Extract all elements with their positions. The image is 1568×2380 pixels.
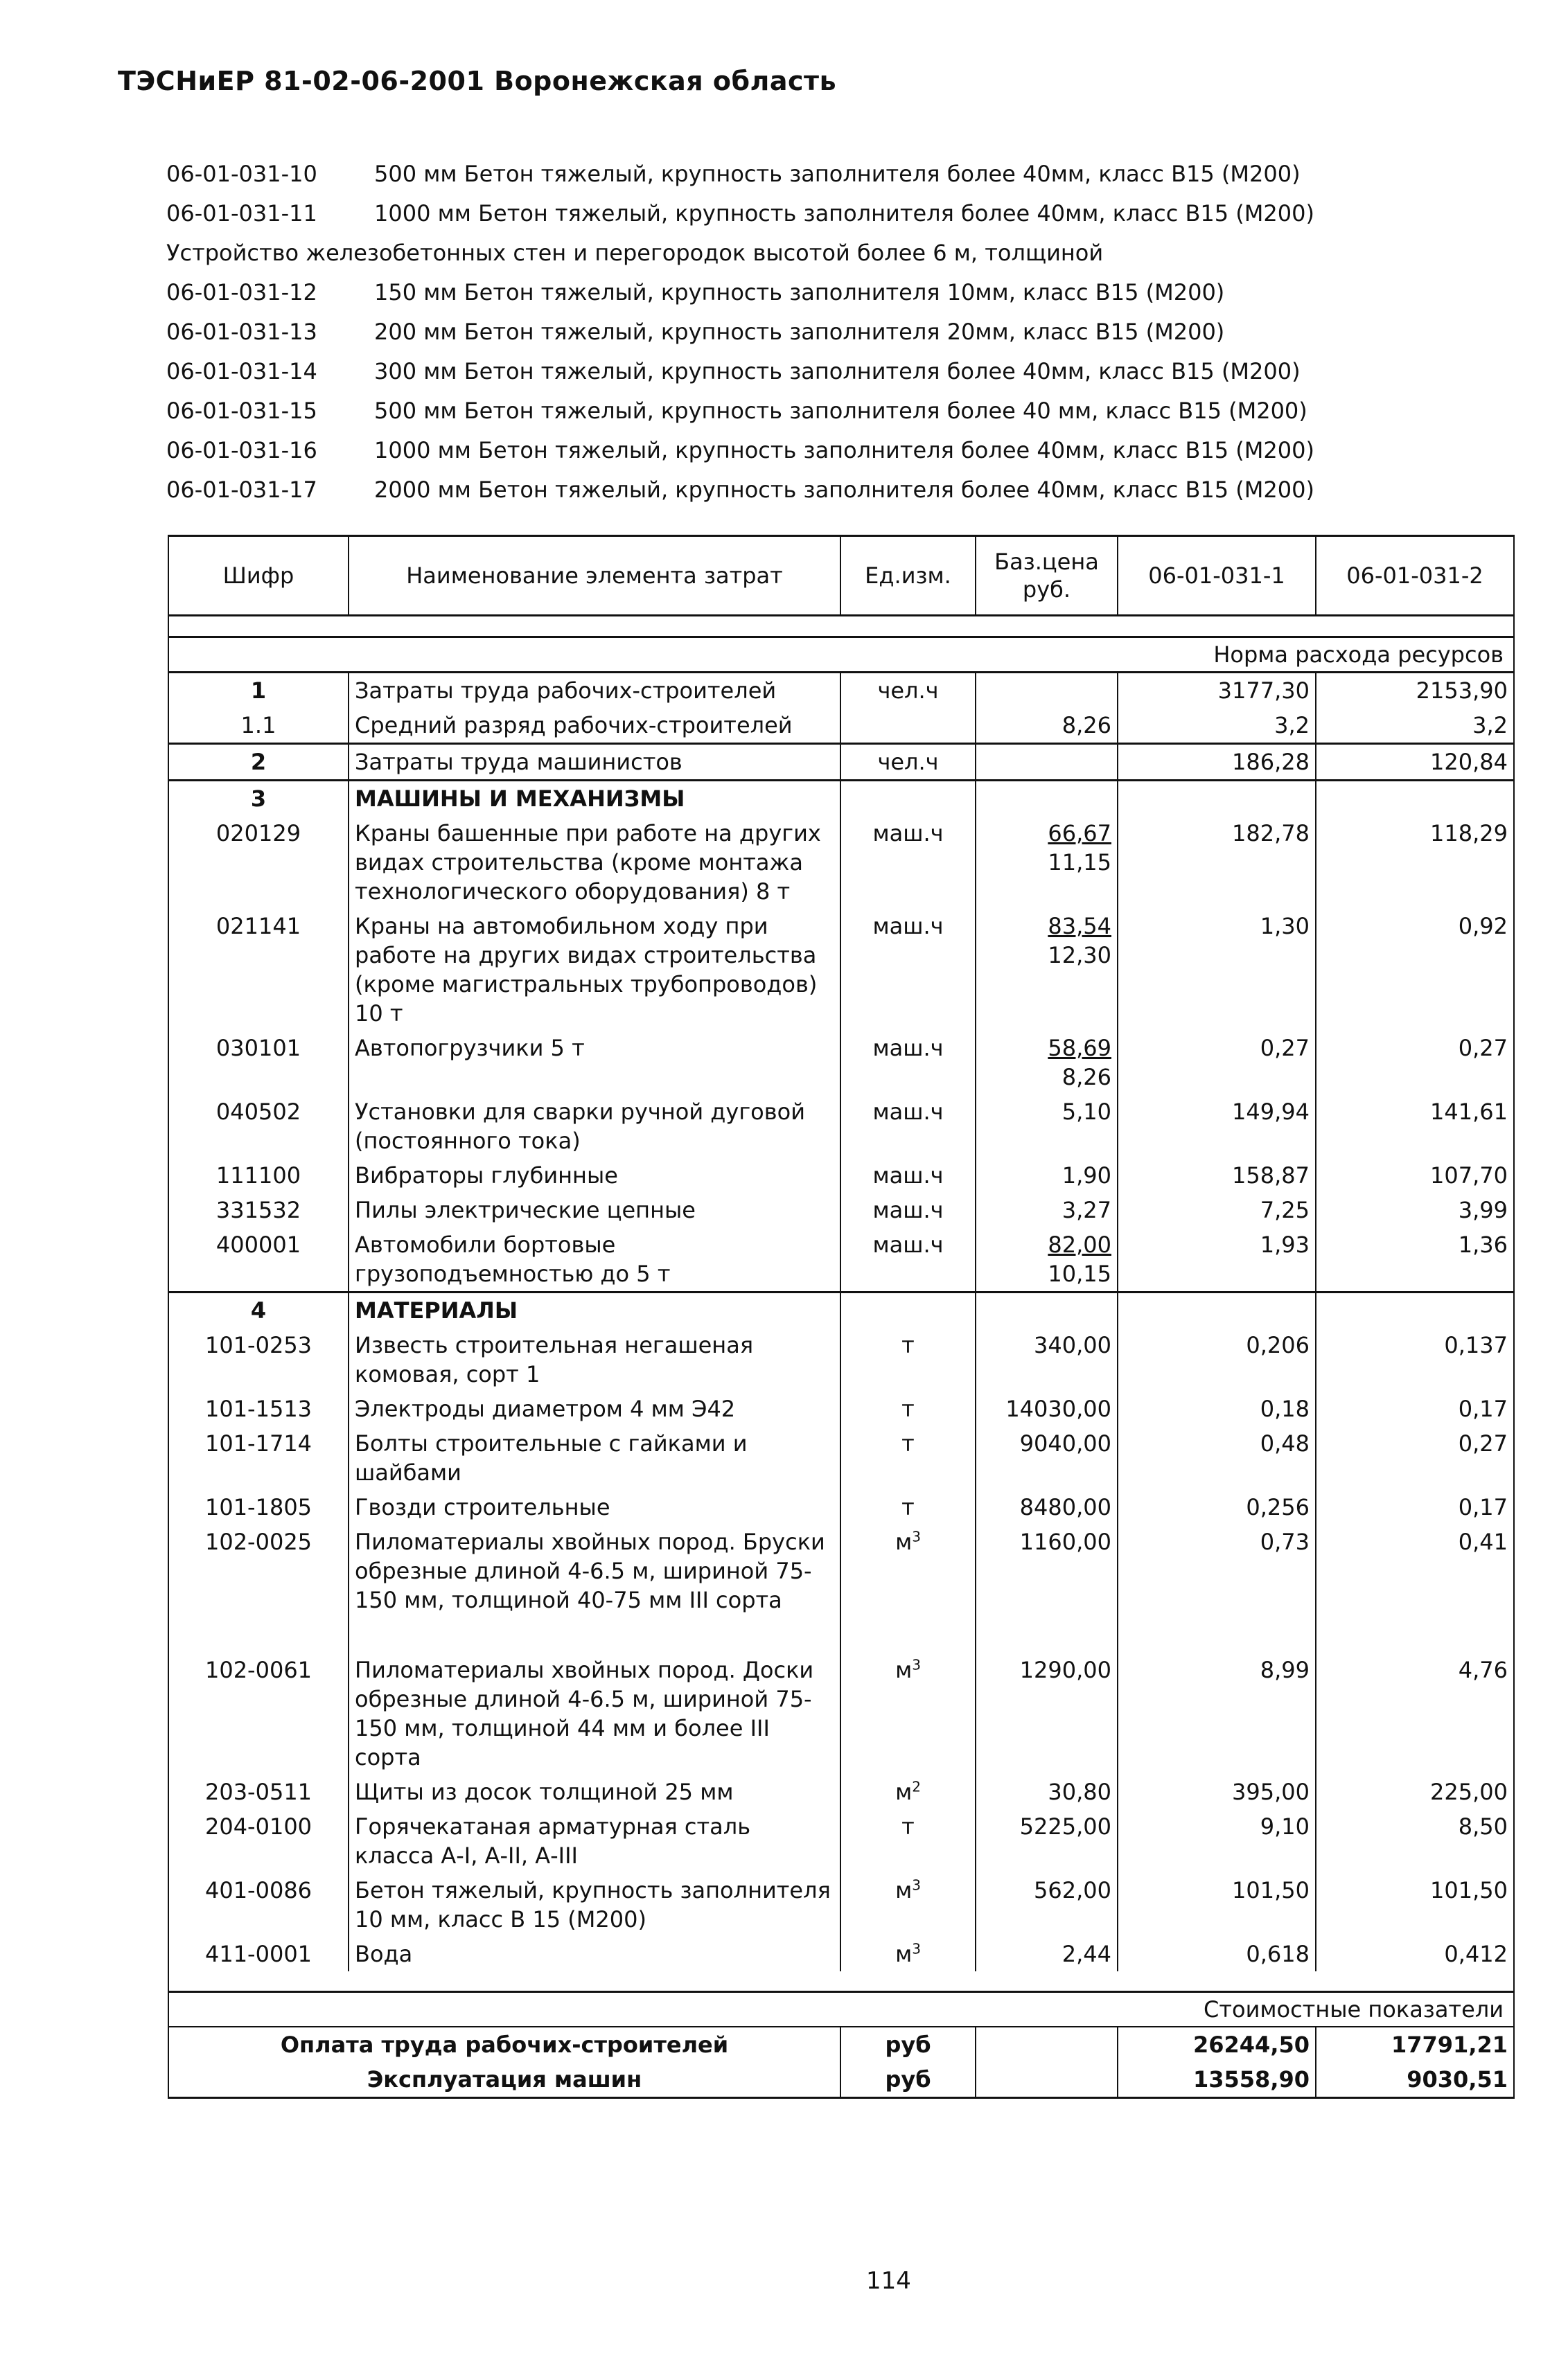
- cell-unit: [840, 1328, 976, 1392]
- totals-value-2: 9030,51: [1316, 2062, 1514, 2098]
- list-item: [166, 358, 1413, 398]
- cell-code: 2: [168, 744, 349, 781]
- unit-exponent: 3: [912, 1940, 921, 1957]
- cell-name: Известь строительная негашеная комовая, сорт 1: [349, 1328, 840, 1392]
- cell-code: 401-0086: [168, 1873, 349, 1937]
- cost-caption-row: [168, 1992, 1514, 2027]
- unit-text: м: [895, 1657, 913, 1683]
- cell-norm-1: 0,73: [1118, 1525, 1316, 1653]
- table-row: [168, 1525, 1514, 1653]
- cell-norm-2: 225,00: [1316, 1775, 1514, 1809]
- cell-unit: [840, 1094, 976, 1158]
- cell-name: МАШИНЫ И МЕХАНИЗМЫ: [349, 781, 840, 817]
- cell-name: Средний разряд рабочих-строителей: [349, 708, 840, 744]
- price-value: 1,90: [1062, 1162, 1111, 1189]
- unit-text: чел.ч: [877, 749, 939, 775]
- code-number: 06-01-031-13: [166, 319, 317, 345]
- unit-text: чел.ч: [877, 677, 939, 704]
- totals-unit: руб: [840, 2062, 976, 2098]
- cell-norm-2: 2153,90: [1316, 673, 1514, 709]
- cell-name: МАТЕРИАЛЫ: [349, 1293, 840, 1329]
- table-spacer: [168, 616, 1514, 637]
- totals-value-1: 13558,90: [1118, 2062, 1316, 2098]
- cell-norm-1: 8,99: [1118, 1653, 1316, 1775]
- totals-row: [168, 2062, 1514, 2098]
- unit-text: м: [895, 1941, 913, 1967]
- cell-code: 411-0001: [168, 1937, 349, 1971]
- cell-price: [976, 1937, 1118, 1971]
- cell-code: 331532: [168, 1193, 349, 1227]
- unit-text: м: [895, 1529, 913, 1555]
- price-value: 2,44: [1062, 1941, 1111, 1967]
- cell-norm-2: 118,29: [1316, 816, 1514, 909]
- totals-value-2: 17791,21: [1316, 2027, 1514, 2062]
- cell-unit: [840, 1426, 976, 1490]
- cell-norm-2: 3,99: [1316, 1193, 1514, 1227]
- cell-code: 3: [168, 781, 349, 817]
- cell-unit: [840, 673, 976, 709]
- code-description: 2000 мм Бетон тяжелый, крупность заполнителя более 40мм, класс B15 (M200): [374, 477, 1314, 503]
- table-row: [168, 744, 1514, 781]
- cell-code: 400001: [168, 1227, 349, 1293]
- cell-norm-2: 141,61: [1316, 1094, 1514, 1158]
- cell-code: 101-0253: [168, 1328, 349, 1392]
- cell-price: [976, 1293, 1118, 1329]
- column-header-code: Шифр: [168, 536, 349, 616]
- cell-price: [976, 673, 1118, 709]
- table-header-row: [168, 536, 1514, 616]
- cell-norm-1: 1,93: [1118, 1227, 1316, 1293]
- cell-unit: [840, 1873, 976, 1937]
- cell-norm-2: 120,84: [1316, 744, 1514, 781]
- table-row: [168, 1293, 1514, 1329]
- cell-price: [976, 1392, 1118, 1426]
- machinist-wage-value: 12,30: [1048, 942, 1111, 968]
- cell-norm-2: 101,50: [1316, 1873, 1514, 1937]
- cell-norm-1: 3177,30: [1118, 673, 1316, 709]
- cell-code: 203-0511: [168, 1775, 349, 1809]
- cell-unit: [840, 816, 976, 909]
- list-item: [166, 477, 1413, 516]
- column-header-price: Баз.цена руб.: [976, 536, 1118, 616]
- code-description: 500 мм Бетон тяжелый, крупность заполнителя более 40 мм, класс B15 (M200): [374, 398, 1307, 424]
- unit-text: маш.ч: [872, 1197, 944, 1223]
- code-description: 1000 мм Бетон тяжелый, крупность заполнителя более 40мм, класс B15 (M200): [374, 200, 1314, 227]
- code-description: 200 мм Бетон тяжелый, крупность заполнителя 20мм, класс B15 (M200): [374, 319, 1225, 345]
- list-item: [166, 161, 1413, 200]
- cell-name: Затраты труда рабочих-строителей: [349, 673, 840, 709]
- cell-name: Гвозди строительные: [349, 1490, 840, 1525]
- price-value: 1160,00: [1019, 1529, 1111, 1555]
- cell-code: 102-0025: [168, 1525, 349, 1653]
- unit-text: маш.ч: [872, 1035, 944, 1061]
- cell-code: 1.1: [168, 708, 349, 744]
- price-value: 8,26: [1062, 712, 1111, 738]
- table-row: [168, 1809, 1514, 1873]
- cell-norm-2: 0,412: [1316, 1937, 1514, 1971]
- code-number: 06-01-031-15: [166, 398, 317, 424]
- price-value: 9040,00: [1019, 1430, 1111, 1457]
- resource-norms-table: [168, 535, 1515, 2099]
- price-value: 5,10: [1062, 1099, 1111, 1125]
- cell-norm-1: 0,618: [1118, 1937, 1316, 1971]
- cell-norm-1: 186,28: [1118, 744, 1316, 781]
- code-number: 06-01-031-12: [166, 279, 317, 305]
- cell-code: 101-1714: [168, 1426, 349, 1490]
- price-value: 3,27: [1062, 1197, 1111, 1223]
- cell-code: 030101: [168, 1031, 349, 1094]
- cell-norm-1: 9,10: [1118, 1809, 1316, 1873]
- table-row: [168, 708, 1514, 744]
- unit-exponent: 2: [912, 1778, 921, 1795]
- table-row: [168, 673, 1514, 709]
- unit-text: м: [895, 1779, 913, 1805]
- column-header-norm-1: 06-01-031-1: [1118, 536, 1316, 616]
- cell-name: Краны башенные при работе на других видах строительства (кроме монтажа технологического оборудования) 8 т: [349, 816, 840, 909]
- unit-text: т: [901, 1332, 915, 1358]
- list-item: [166, 240, 1413, 279]
- cell-price: [976, 1031, 1118, 1094]
- price-value: 30,80: [1048, 1779, 1111, 1805]
- price-value: 14030,00: [1005, 1396, 1111, 1422]
- totals-empty: [976, 2027, 1118, 2062]
- cell-norm-1: 0,48: [1118, 1426, 1316, 1490]
- norm-caption-row: [168, 637, 1514, 673]
- cell-code: 101-1513: [168, 1392, 349, 1426]
- cell-unit: [840, 1653, 976, 1775]
- cell-norm-1: 101,50: [1118, 1873, 1316, 1937]
- cell-unit: [840, 1775, 976, 1809]
- cell-code: 4: [168, 1293, 349, 1329]
- cell-price: [976, 1653, 1118, 1775]
- cell-price: [976, 1193, 1118, 1227]
- cell-price: [976, 1227, 1118, 1293]
- code-number: 06-01-031-17: [166, 477, 317, 503]
- cell-norm-2: 0,17: [1316, 1490, 1514, 1525]
- column-header-unit: Ед.изм.: [840, 536, 976, 616]
- totals-empty: [976, 2062, 1118, 2098]
- list-item: [166, 200, 1413, 240]
- cell-price: [976, 1775, 1118, 1809]
- spacer-cell: [168, 1971, 1514, 1992]
- cell-unit: [840, 708, 976, 744]
- cell-unit: [840, 1193, 976, 1227]
- cell-norm-1: 0,256: [1118, 1490, 1316, 1525]
- cell-norm-2: [1316, 781, 1514, 817]
- unit-exponent: 3: [912, 1656, 921, 1673]
- cell-unit: [840, 1490, 976, 1525]
- price-value: 82,00: [1048, 1232, 1111, 1258]
- cell-norm-1: 182,78: [1118, 816, 1316, 909]
- cell-norm-2: 107,70: [1316, 1158, 1514, 1193]
- cell-code: 1: [168, 673, 349, 709]
- column-header-norm-2: 06-01-031-2: [1316, 536, 1514, 616]
- table-row: [168, 909, 1514, 1031]
- table-row: [168, 1158, 1514, 1193]
- unit-text: маш.ч: [872, 1099, 944, 1125]
- cell-code: 111100: [168, 1158, 349, 1193]
- price-value: 562,00: [1034, 1877, 1111, 1903]
- cell-code: 102-0061: [168, 1653, 349, 1775]
- table-row: [168, 1937, 1514, 1971]
- cell-norm-1: [1118, 1293, 1316, 1329]
- cell-name: Пиломатериалы хвойных пород. Бруски обрезные длиной 4-6.5 м, шириной 75-150 мм, толщиной 40-75 мм III сорта: [349, 1525, 840, 1653]
- cell-norm-1: 7,25: [1118, 1193, 1316, 1227]
- cell-norm-1: 158,87: [1118, 1158, 1316, 1193]
- table-row: [168, 781, 1514, 817]
- cell-unit: [840, 1809, 976, 1873]
- table-row: [168, 1094, 1514, 1158]
- cell-price: [976, 1809, 1118, 1873]
- table-row: [168, 1392, 1514, 1426]
- code-subheading: Устройство железобетонных стен и перегородок высотой более 6 м, толщиной: [166, 240, 1104, 266]
- price-value: 1290,00: [1019, 1657, 1111, 1683]
- cell-price: [976, 1873, 1118, 1937]
- table-row: [168, 1490, 1514, 1525]
- table-row: [168, 816, 1514, 909]
- code-list: [166, 161, 1413, 516]
- cell-price: [976, 1490, 1118, 1525]
- page-title: ТЭСНиЕР 81-02-06-2001 Воронежская область: [118, 66, 837, 96]
- price-value: 8480,00: [1019, 1494, 1111, 1520]
- table-row: [168, 1328, 1514, 1392]
- cell-name: Пиломатериалы хвойных пород. Доски обрезные длиной 4-6.5 м, шириной 75-150 мм, толщиной 44 мм и более III сорта: [349, 1653, 840, 1775]
- totals-unit: руб: [840, 2027, 976, 2062]
- cell-name: Автомобили бортовые грузоподъемностью до 5 т: [349, 1227, 840, 1293]
- price-value: 5225,00: [1019, 1813, 1111, 1840]
- machinist-wage-value: 10,15: [1048, 1261, 1111, 1287]
- cell-name: Автопогрузчики 5 т: [349, 1031, 840, 1094]
- cell-unit: [840, 1031, 976, 1094]
- totals-name: Эксплуатация машин: [168, 2062, 840, 2098]
- cell-name: Краны на автомобильном ходу при работе на других видах строительства (кроме магистральных трубопроводов) 10 т: [349, 909, 840, 1031]
- code-description: 300 мм Бетон тяжелый, крупность заполнителя более 40мм, класс B15 (M200): [374, 358, 1301, 384]
- unit-text: маш.ч: [872, 1232, 944, 1258]
- cell-unit: [840, 744, 976, 781]
- cell-norm-2: [1316, 1293, 1514, 1329]
- cell-norm-2: 0,41: [1316, 1525, 1514, 1653]
- cell-code: 021141: [168, 909, 349, 1031]
- list-item: [166, 437, 1413, 477]
- page-number: 114: [866, 2267, 911, 2295]
- cell-unit: [840, 1158, 976, 1193]
- cell-unit: [840, 909, 976, 1031]
- price-value: 340,00: [1034, 1332, 1111, 1358]
- code-number: 06-01-031-14: [166, 358, 317, 384]
- machinist-wage-value: 11,15: [1048, 849, 1111, 876]
- cell-price: [976, 1094, 1118, 1158]
- cell-norm-2: 0,92: [1316, 909, 1514, 1031]
- totals-row: [168, 2027, 1514, 2062]
- spacer-cell: [168, 616, 1514, 637]
- unit-text: м: [895, 1877, 913, 1903]
- cell-code: 020129: [168, 816, 349, 909]
- cell-norm-1: 0,206: [1118, 1328, 1316, 1392]
- cell-norm-1: 3,2: [1118, 708, 1316, 744]
- cell-code: 101-1805: [168, 1490, 349, 1525]
- cost-caption: Стоимостные показатели: [168, 1992, 1514, 2027]
- cell-price: [976, 816, 1118, 909]
- table-row: [168, 1775, 1514, 1809]
- table-spacer: [168, 1971, 1514, 1992]
- table-row: [168, 1031, 1514, 1094]
- cell-norm-2: 0,27: [1316, 1031, 1514, 1094]
- cell-name: Электроды диаметром 4 мм Э42: [349, 1392, 840, 1426]
- cell-price: [976, 1328, 1118, 1392]
- cell-price: [976, 1158, 1118, 1193]
- machinist-wage-value: 8,26: [1062, 1064, 1111, 1090]
- cell-name: Пилы электрические цепные: [349, 1193, 840, 1227]
- cell-price: [976, 781, 1118, 817]
- cell-norm-2: 3,2: [1316, 708, 1514, 744]
- code-description: 500 мм Бетон тяжелый, крупность заполнителя более 40мм, класс B15 (M200): [374, 161, 1301, 187]
- cell-name: Установки для сварки ручной дуговой (постоянного тока): [349, 1094, 840, 1158]
- cell-price: [976, 1525, 1118, 1653]
- cell-unit: [840, 1293, 976, 1329]
- unit-text: т: [901, 1494, 915, 1520]
- table-row: [168, 1873, 1514, 1937]
- price-value: 83,54: [1048, 913, 1111, 939]
- cell-unit: [840, 1525, 976, 1653]
- cell-norm-2: 1,36: [1316, 1227, 1514, 1293]
- unit-text: маш.ч: [872, 820, 944, 846]
- code-description: 150 мм Бетон тяжелый, крупность заполнителя 10мм, класс B15 (M200): [374, 279, 1225, 305]
- unit-text: маш.ч: [872, 913, 944, 939]
- unit-exponent: 3: [912, 1876, 921, 1894]
- norm-caption: Норма расхода ресурсов: [168, 637, 1514, 673]
- column-header-name: Наименование элемента затрат: [349, 536, 840, 616]
- totals-name: Оплата труда рабочих-строителей: [168, 2027, 840, 2062]
- list-item: [166, 398, 1413, 437]
- price-value: 58,69: [1048, 1035, 1111, 1061]
- list-item: [166, 279, 1413, 319]
- cell-price: [976, 744, 1118, 781]
- cell-norm-2: 0,17: [1316, 1392, 1514, 1426]
- cell-price: [976, 909, 1118, 1031]
- cell-price: [976, 1426, 1118, 1490]
- cell-name: Затраты труда машинистов: [349, 744, 840, 781]
- cell-norm-1: [1118, 781, 1316, 817]
- cell-name: Вибраторы глубинные: [349, 1158, 840, 1193]
- table-row: [168, 1227, 1514, 1293]
- cell-norm-2: 0,137: [1316, 1328, 1514, 1392]
- cell-norm-1: 1,30: [1118, 909, 1316, 1031]
- table-row: [168, 1193, 1514, 1227]
- cell-code: 204-0100: [168, 1809, 349, 1873]
- table-row: [168, 1653, 1514, 1775]
- cell-unit: [840, 1392, 976, 1426]
- cell-norm-2: 8,50: [1316, 1809, 1514, 1873]
- cell-unit: [840, 781, 976, 817]
- unit-text: т: [901, 1430, 915, 1457]
- cell-unit: [840, 1937, 976, 1971]
- cell-name: Горячекатаная арматурная сталь класса А-I, А-II, А-III: [349, 1809, 840, 1873]
- table-row: [168, 1426, 1514, 1490]
- cell-name: Болты строительные с гайками и шайбами: [349, 1426, 840, 1490]
- unit-text: т: [901, 1813, 915, 1840]
- cell-norm-2: 0,27: [1316, 1426, 1514, 1490]
- cell-unit: [840, 1227, 976, 1293]
- code-description: 1000 мм Бетон тяжелый, крупность заполнителя более 40мм, класс B15 (M200): [374, 437, 1314, 463]
- cell-norm-2: 4,76: [1316, 1653, 1514, 1775]
- totals-value-1: 26244,50: [1118, 2027, 1316, 2062]
- unit-text: маш.ч: [872, 1162, 944, 1189]
- code-number: 06-01-031-11: [166, 200, 317, 227]
- cell-code: 040502: [168, 1094, 349, 1158]
- code-number: 06-01-031-16: [166, 437, 317, 463]
- cell-norm-1: 149,94: [1118, 1094, 1316, 1158]
- list-item: [166, 319, 1413, 358]
- cell-name: Бетон тяжелый, крупность заполнителя 10 мм, класс В 15 (М200): [349, 1873, 840, 1937]
- cell-norm-1: 0,18: [1118, 1392, 1316, 1426]
- unit-exponent: 3: [912, 1528, 921, 1545]
- price-value: 66,67: [1048, 820, 1111, 846]
- unit-text: т: [901, 1396, 915, 1422]
- cell-norm-1: 395,00: [1118, 1775, 1316, 1809]
- cell-norm-1: 0,27: [1118, 1031, 1316, 1094]
- cell-price: [976, 708, 1118, 744]
- cell-name: Щиты из досок толщиной 25 мм: [349, 1775, 840, 1809]
- cell-name: Вода: [349, 1937, 840, 1971]
- code-number: 06-01-031-10: [166, 161, 317, 187]
